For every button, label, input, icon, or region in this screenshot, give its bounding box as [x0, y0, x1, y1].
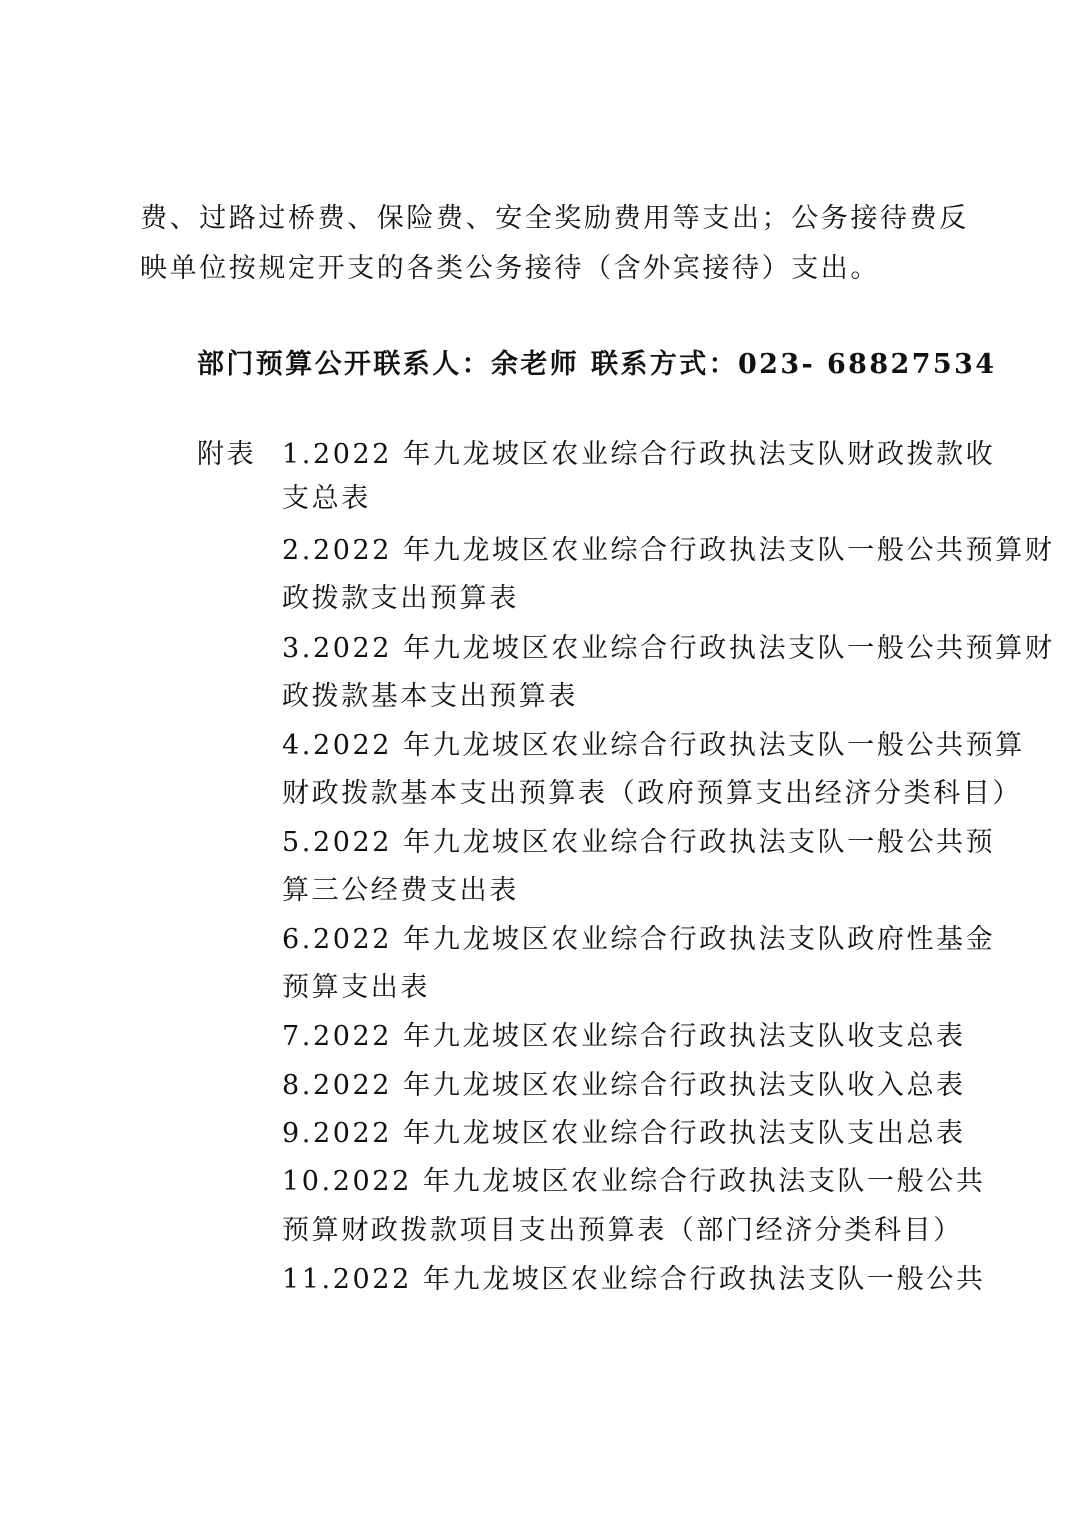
attachment-item-10-line-2: 预算财政拨款项目支出预算表（部门经济分类科目）: [282, 1215, 963, 1246]
attachment-item-5-line-2: 算三公经费支出表: [282, 875, 519, 906]
attachments-label: 附表: [197, 439, 257, 470]
attachment-item-1-line-1: 1.2022 年九龙坡区农业综合行政执法支队财政拨款收: [282, 439, 996, 470]
attachment-item-6-line-1: 6.2022 年九龙坡区农业综合行政执法支队政府性基金: [282, 924, 996, 955]
attachment-item-1-line-2: 支总表: [282, 483, 371, 514]
paragraph-line-1: 费、过路过桥费、保险费、安全奖励费用等支出；公务接待费反: [140, 203, 969, 234]
attachment-item-7: 7.2022 年九龙坡区农业综合行政执法支队收支总表: [282, 1021, 966, 1052]
attachment-item-3-line-1: 3.2022 年九龙坡区农业综合行政执法支队一般公共预算财: [282, 633, 1055, 664]
attachment-item-11-line-1: 11.2022 年九龙坡区农业综合行政执法支队一般公共: [282, 1264, 986, 1295]
attachment-item-2-line-2: 政拨款支出预算表: [282, 583, 519, 614]
paragraph-line-2: 映单位按规定开支的各类公务接待（含外宾接待）支出。: [140, 253, 880, 284]
attachment-item-3-line-2: 政拨款基本支出预算表: [282, 681, 578, 712]
attachment-item-4-line-2: 财政拨款基本支出预算表（政府预算支出经济分类科目）: [282, 778, 1022, 809]
attachment-item-6-line-2: 预算支出表: [282, 972, 430, 1003]
attachment-item-2-line-1: 2.2022 年九龙坡区农业综合行政执法支队一般公共预算财: [282, 535, 1055, 566]
attachment-item-8: 8.2022 年九龙坡区农业综合行政执法支队收入总表: [282, 1070, 966, 1101]
attachment-item-4-line-1: 4.2022 年九龙坡区农业综合行政执法支队一般公共预算: [282, 730, 1025, 761]
attachment-item-10-line-1: 10.2022 年九龙坡区农业综合行政执法支队一般公共: [282, 1166, 986, 1197]
attachment-item-9: 9.2022 年九龙坡区农业综合行政执法支队支出总表: [282, 1118, 966, 1149]
attachment-item-5-line-1: 5.2022 年九龙坡区农业综合行政执法支队一般公共预: [282, 827, 996, 858]
contact-info: 部门预算公开联系人：余老师 联系方式：023- 68827534: [197, 349, 997, 380]
